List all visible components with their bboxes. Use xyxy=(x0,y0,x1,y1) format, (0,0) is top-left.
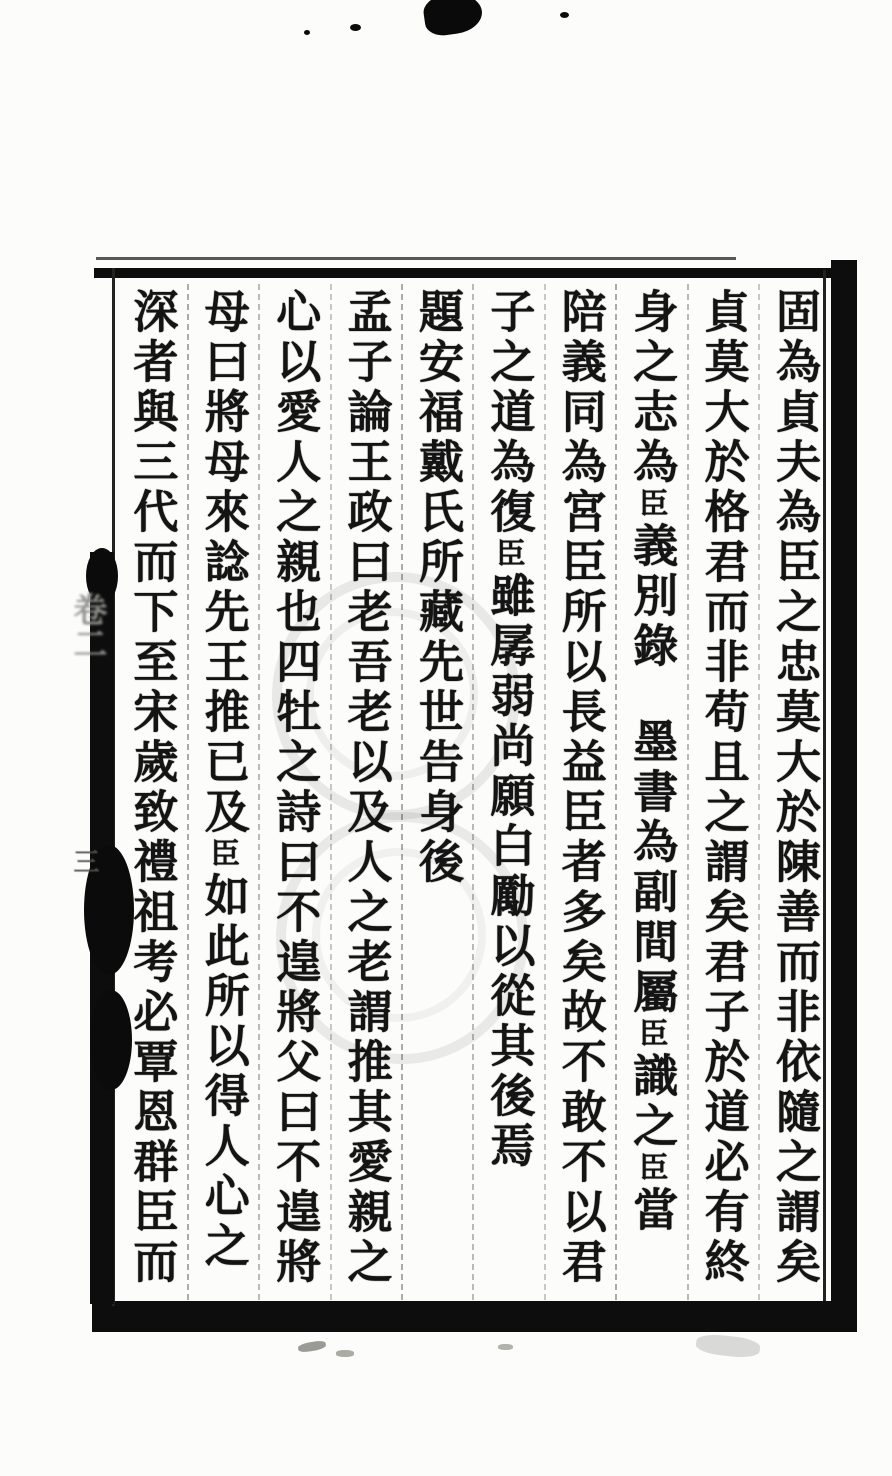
column-divider xyxy=(615,284,617,1300)
text-segment: 母曰將母來諗先王推已及 xyxy=(197,288,248,838)
column-3 xyxy=(615,288,687,1306)
ink-speck xyxy=(304,30,310,35)
humble-size-char: 臣 xyxy=(492,538,525,572)
column-6-section-title xyxy=(401,288,577,1306)
frame-top-outer-line xyxy=(96,257,736,260)
text-segment: 子之道為復 xyxy=(483,288,534,538)
column-divider xyxy=(758,284,760,1300)
gray-smudge xyxy=(695,1333,761,1360)
humble-size-char: 臣 xyxy=(635,488,668,522)
gray-smudge xyxy=(336,1350,354,1357)
humble-size-char: 臣 xyxy=(206,838,239,872)
column-7 xyxy=(330,288,402,1306)
frame-top-border xyxy=(94,268,854,278)
humble-size-char: 臣 xyxy=(635,1152,668,1186)
ink-speck xyxy=(560,12,569,18)
text-segment: 題安福戴氏所藏先世告身後 xyxy=(412,288,462,888)
text-segment: 墨書為副間屬 xyxy=(626,718,677,1018)
column-1 xyxy=(758,288,830,1306)
text-segment: 當 xyxy=(626,1186,677,1236)
column-9 xyxy=(187,288,259,1306)
text-segment: 識之 xyxy=(626,1052,677,1152)
column-2 xyxy=(687,288,759,1306)
text-segment: 心以愛人之親也四牡之詩曰不遑將父曰不遑將 xyxy=(269,288,320,1288)
gray-smudge xyxy=(297,1340,326,1354)
fold-volume-label: 卷二 xyxy=(68,592,105,660)
column-10 xyxy=(115,288,187,1306)
text-segment: 如此所以得人心之 xyxy=(197,872,248,1272)
column-divider xyxy=(687,284,689,1300)
text-segment: 陪義同為宮臣所以長益臣者多矣故不敢不以君 xyxy=(554,288,605,1288)
column-divider xyxy=(472,284,474,1300)
ink-blotch xyxy=(421,0,484,38)
text-segment: 固為貞夫為臣之忠莫大於陳善而非依隨之謂矣 xyxy=(769,288,819,1288)
column-divider xyxy=(187,284,189,1300)
ink-speck xyxy=(350,24,361,31)
column-divider xyxy=(330,284,332,1300)
column-divider xyxy=(401,284,403,1300)
text-segment: 身之志為 xyxy=(626,288,677,488)
text-segment: 孟子論王政曰老吾老以及人之老謂推其愛親之 xyxy=(340,288,391,1288)
text-segment: 雖孱弱尚願白勵以從其後焉 xyxy=(483,572,534,1172)
text-segment: 義別錄 xyxy=(626,522,677,672)
column-divider xyxy=(258,284,260,1300)
text-segment: 貞莫大於格君而非苟且之謂矣君子於道必有終 xyxy=(697,288,748,1288)
frame-right-border xyxy=(831,260,857,1332)
gray-smudge xyxy=(498,1344,513,1350)
humble-size-char: 臣 xyxy=(635,1018,668,1052)
column-divider xyxy=(544,284,546,1300)
text-segment: 深者與三代而下至宋歲致禮祖考必覃恩群臣而 xyxy=(126,288,177,1288)
column-8 xyxy=(258,288,330,1306)
fold-page-number: 三 xyxy=(70,848,99,874)
